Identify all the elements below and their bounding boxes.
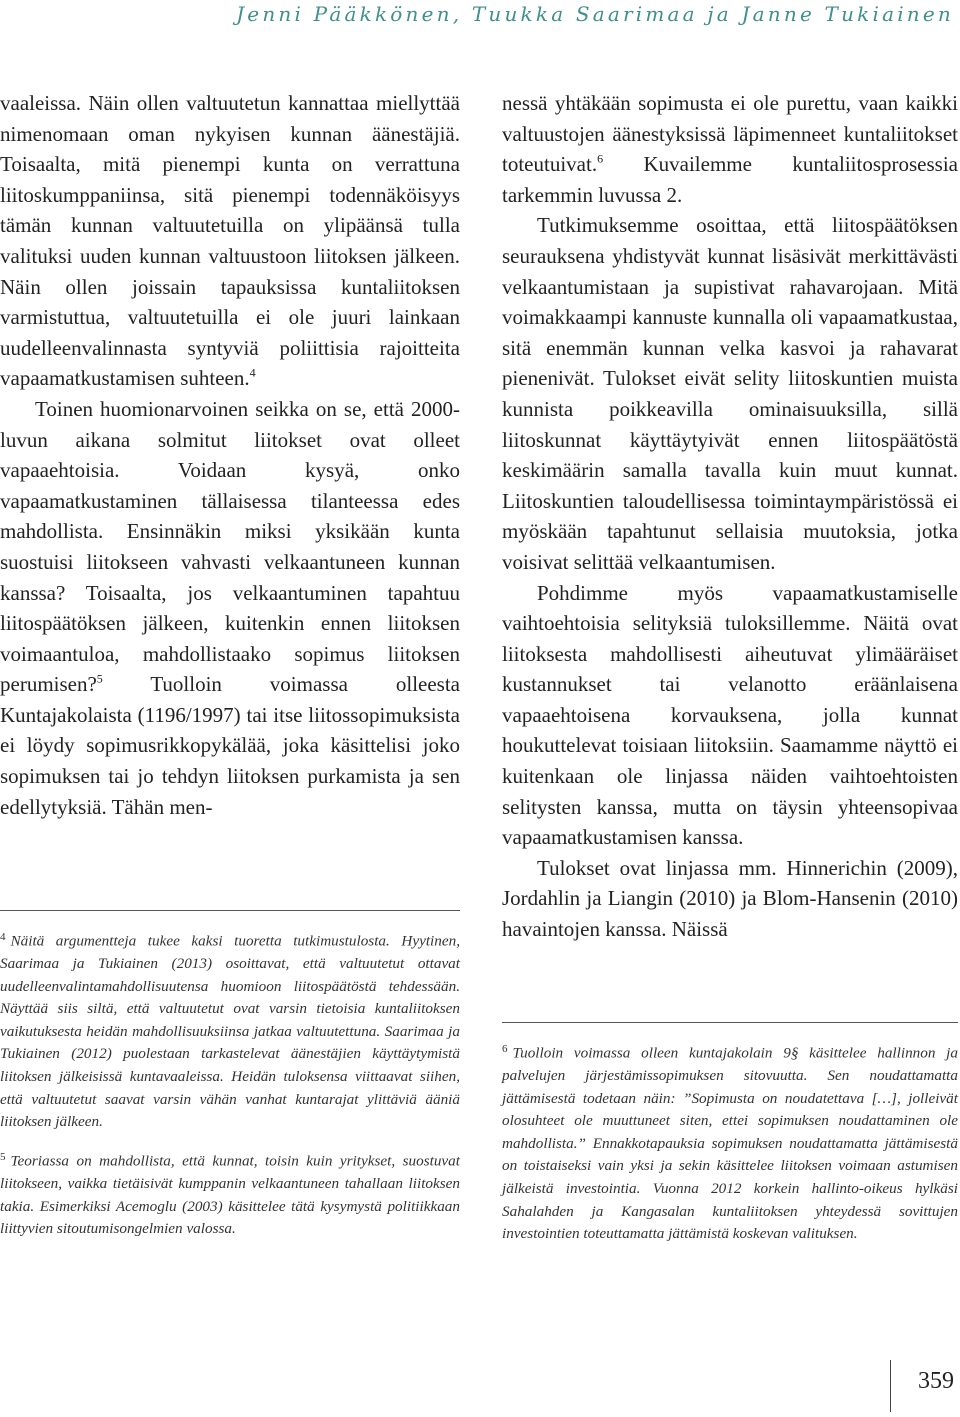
body-paragraph: nessä yhtäkään sopimusta ei ole purettu, vaan kaikki valtuustojen äänestyksissä läpimenneet kuntaliitokset toteutuivat.$^6$ Kuvailemme kuntaliitosprosessia tarkemmin luvussa 2. — [502, 91, 958, 207]
footnote: $^5$ Teoriassa on mahdollista, että kunnat, toisin kuin yritykset, suostuvat liitokseen, vaikka tietäisivät kumppanin velkaantuneen tahallaan liitoksen takia. Esimerkiksi Acemoglu (2003) käsittelee tätä kysymystä politiikkaan liittyvien sitoutumisongelmien valossa. — [0, 1150, 460, 1238]
body-paragraph: Tulokset ovat linjassa mm. Hinnerichin (2009), Jordahlin ja Liangin (2010) ja Blom-Hansenin (2010) havaintojen kanssa. Näissä — [502, 855, 958, 942]
page-number: 359 — [918, 1368, 954, 1394]
footnotes-left — [0, 926, 460, 1253]
footnote-ref[interactable]: 5 — [96, 671, 103, 686]
left-column — [0, 88, 460, 822]
body-paragraph: Toinen huomionarvoinen seikka on se, että 2000-luvun aikana solmitut liitokset ovat olleet vapaaehtoisia. Voidaan kysyä, onko vapaamatkustaminen tällaisessa tilanteessa edes mahdollista. Ensinnäkin miksi yksikään kunta suostuisi liitokseen vahvasti velkaantuneen kunnan kanssa? Toisaalta, jos velkaantuminen tapahtuu liitospäätöksen jälkeen, kuitenkin ennen liitoksen voimaantuloa, mahdollistaako sopimus liitoksen perumisen?$^5$ Tuolloin voimassa olleesta Kuntajakolaista (1196/1997) tai itse liitossopimuksista ei löydy sopimusrikkopykälää, joka käsittelisi joko sopimuksen tai jo tehdyn liitoksen purkamista ja sen edellytyksiä. Tähän men- — [0, 396, 460, 819]
footnotes-right — [502, 1038, 958, 1258]
body-paragraph: vaaleissa. Näin ollen valtuutetun kannattaa miellyttää nimenomaan oman nykyisen kunnan äänestäjiä. Toisaalta, mitä pienempi kunta on verrattuna liitoskumppaniinsa, sitä pienempi todennäköisyys tämän kunnan valtuutetuilla on ylipäänsä tulla valituksi uuden kunnan valtuustoon liitoksen jälkeen. Näin ollen joissain tapauksissa kuntaliitoksen varmistuttua, valtuutetuilla ei ole juuri lainkaan uudelleenvalinnasta syntyviä poliittisia rajoitteita vapaamatkustamisen suhteen.$^4$ — [0, 91, 460, 391]
footnote-ref[interactable]: 4 — [249, 365, 256, 380]
body-paragraph: Tutkimuksemme osoittaa, että liitospäätöksen seurauksena yhdistyvät kunnat lisäsivät merkittävästi velkaantumistaan ja supistivat rahavarojaan. Mitä voimakkaampi kannuste kunnalla oli vapaamatkustaa, sitä enemmän kunnan velka kasvoi ja rahavarat pienenivät. Tulokset eivät selity liitoskuntien muista kunnista poikkeavilla ominaisuuksilla, sillä liitoskunnat käyttäytyivät ennen liitospäätöstä keskimäärin samalla tavalla kuin muut kunnat. Liitoskuntien taloudellisessa toimintaympäristössä ei myöskään tapahtunut sellaisia muutoksia, jotka voisivat selittää velkaantumisen. — [502, 213, 958, 574]
footnote-divider — [502, 1022, 958, 1023]
body-paragraph: Pohdimme myös vapaamatkustamiselle vaihtoehtoisia selityksiä tuloksillemme. Näitä ovat liitoksesta mahdollisesti aiheutuvat ylimääräiset kustannukset tai velanotto eräänlaisena vapaaehtoisena korvauksena, jolla kunnat houkuttelevat toisiaan liitoksiin. Saamamme näyttö ei kuitenkaan ole linjassa näiden vaihtoehtoisten selitysten kanssa, mutta on täysin yhteensopivaa vapaamatkustamisen kanssa. — [502, 580, 958, 850]
page-number-rule — [890, 1360, 891, 1412]
running-header: Jenni Pääkkönen, Tuukka Saarimaa ja Janne Tukiainen — [236, 2, 954, 26]
footnote-divider — [0, 910, 460, 911]
right-column — [502, 88, 958, 945]
footnote: $^4$ Näitä argumentteja tukee kaksi tuoretta tutkimustulosta. Hyytinen, Saarimaa ja Tukiainen (2013) osoittavat, että valtuutetut ottavat uudelleenvalintamahdollisuutensa huomioon liitospäätöstä tehdessään. Näyttää siis siltä, että valtuutetut ovat varsin tietoisia kuntaliitoksen vaikutuksesta heidän mahdollisuuksiinsa jatkaa valtuutettuna. Saarimaa ja Tukiainen (2012) puolestaan tarkastelevat äänestäjien käyttäytymistä liitoksen jälkeisissä kuntavaaleissa. Heidän tuloksensa viittaavat siihen, että valtuutetut saavat varsin vähän vanhat kuntarajat ylittäviä ääniä liitoksen jälkeen. — [0, 931, 460, 1131]
footnote: $^6$ Tuolloin voimassa olleen kuntajakolain 9§ käsittelee hallinnon ja palvelujen järjestämissopimuksen sitovuutta. Sen noudattamatta jättämisestä todetaan näin: ”Sopimusta on noudatettava […], jolleivät olosuhteet ole muuttuneet siten, ettei sopimuksen noudattaminen ole mahdollista.” Ennakkotapauksia sopimuksen noudattamatta jättämisestä on toistaiseksi vain yksi ja sekin käsittelee liitoksen voimaan astumisen jälkeistä investointia. Vuonna 2012 korkein hallinto-oikeus hylkäsi Sahalahden ja Kangasalan kuntaliitoksen yhteydessä sovittujen investointien toteuttamatta jättämistä koskevan valituksen. — [502, 1043, 958, 1243]
footnote-ref[interactable]: 6 — [597, 151, 604, 166]
